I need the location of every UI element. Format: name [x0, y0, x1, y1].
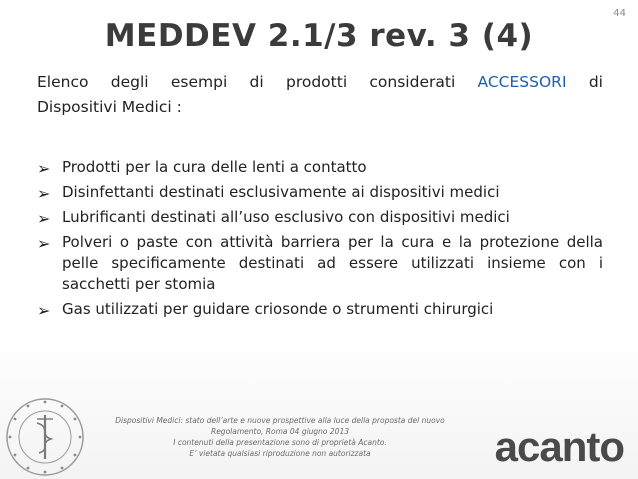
- intro-word: di: [249, 73, 264, 91]
- acanto-logo: acanto: [494, 423, 624, 470]
- footer-line: Regolamento, Roma 04 giugno 2013: [210, 427, 349, 436]
- footer-disclaimer: [100, 415, 460, 459]
- list-item: [37, 182, 603, 203]
- list-item-text: Disinfettanti destinati esclusivamente ai dispositivi medici: [62, 183, 500, 201]
- list-item: [37, 207, 603, 228]
- page-number: 44: [613, 8, 626, 19]
- arrow-right-icon: ➢: [37, 301, 51, 320]
- list-item: [37, 232, 603, 295]
- intro-word: degli: [110, 73, 149, 91]
- iss-seal-logo: [3, 395, 87, 479]
- list-item-text: Lubrificanti destinati all’uso esclusivo con dispositivi medici: [62, 208, 510, 226]
- arrow-right-icon: ➢: [37, 159, 51, 178]
- list-item: [37, 157, 603, 178]
- footer-line: E’ vietata qualsiasi riproduzione non autorizzata: [189, 449, 371, 458]
- intro-word: prodotti: [285, 73, 348, 91]
- intro-word: considerati: [369, 73, 456, 91]
- list-item-text: Gas utilizzati per guidare criosonde o strumenti chirurgici: [62, 300, 494, 318]
- intro-word: di: [588, 73, 603, 91]
- footer-line: Dispositivi Medici: stato dell’arte e nuove prospettive alla luce della proposta del nuovo: [115, 416, 445, 425]
- list-item-text: Prodotti per la cura delle lenti a contatto: [62, 158, 367, 176]
- intro-line-1: [37, 70, 603, 95]
- bullet-list: [37, 157, 603, 324]
- accent-word: ACCESSORI: [477, 73, 567, 91]
- arrow-right-icon: ➢: [37, 209, 51, 228]
- intro-word: esempi: [170, 73, 228, 91]
- intro-line-2: Dispositivi Medici :: [37, 98, 182, 116]
- list-item: [37, 299, 603, 320]
- list-item-text: Polveri o paste con attività barriera per la cura e la protezione della pelle specificamente destinati ad essere utilizzati insieme con i sacchetti per stomia: [62, 233, 603, 293]
- slide-title: MEDDEV 2.1/3 rev. 3 (4): [104, 18, 534, 54]
- footer-line: I contenuti della presentazione sono di proprietà Acanto.: [173, 438, 387, 447]
- arrow-right-icon: ➢: [37, 234, 51, 253]
- arrow-right-icon: ➢: [37, 184, 51, 203]
- intro-word: Elenco: [37, 73, 89, 91]
- intro-text: [37, 70, 603, 120]
